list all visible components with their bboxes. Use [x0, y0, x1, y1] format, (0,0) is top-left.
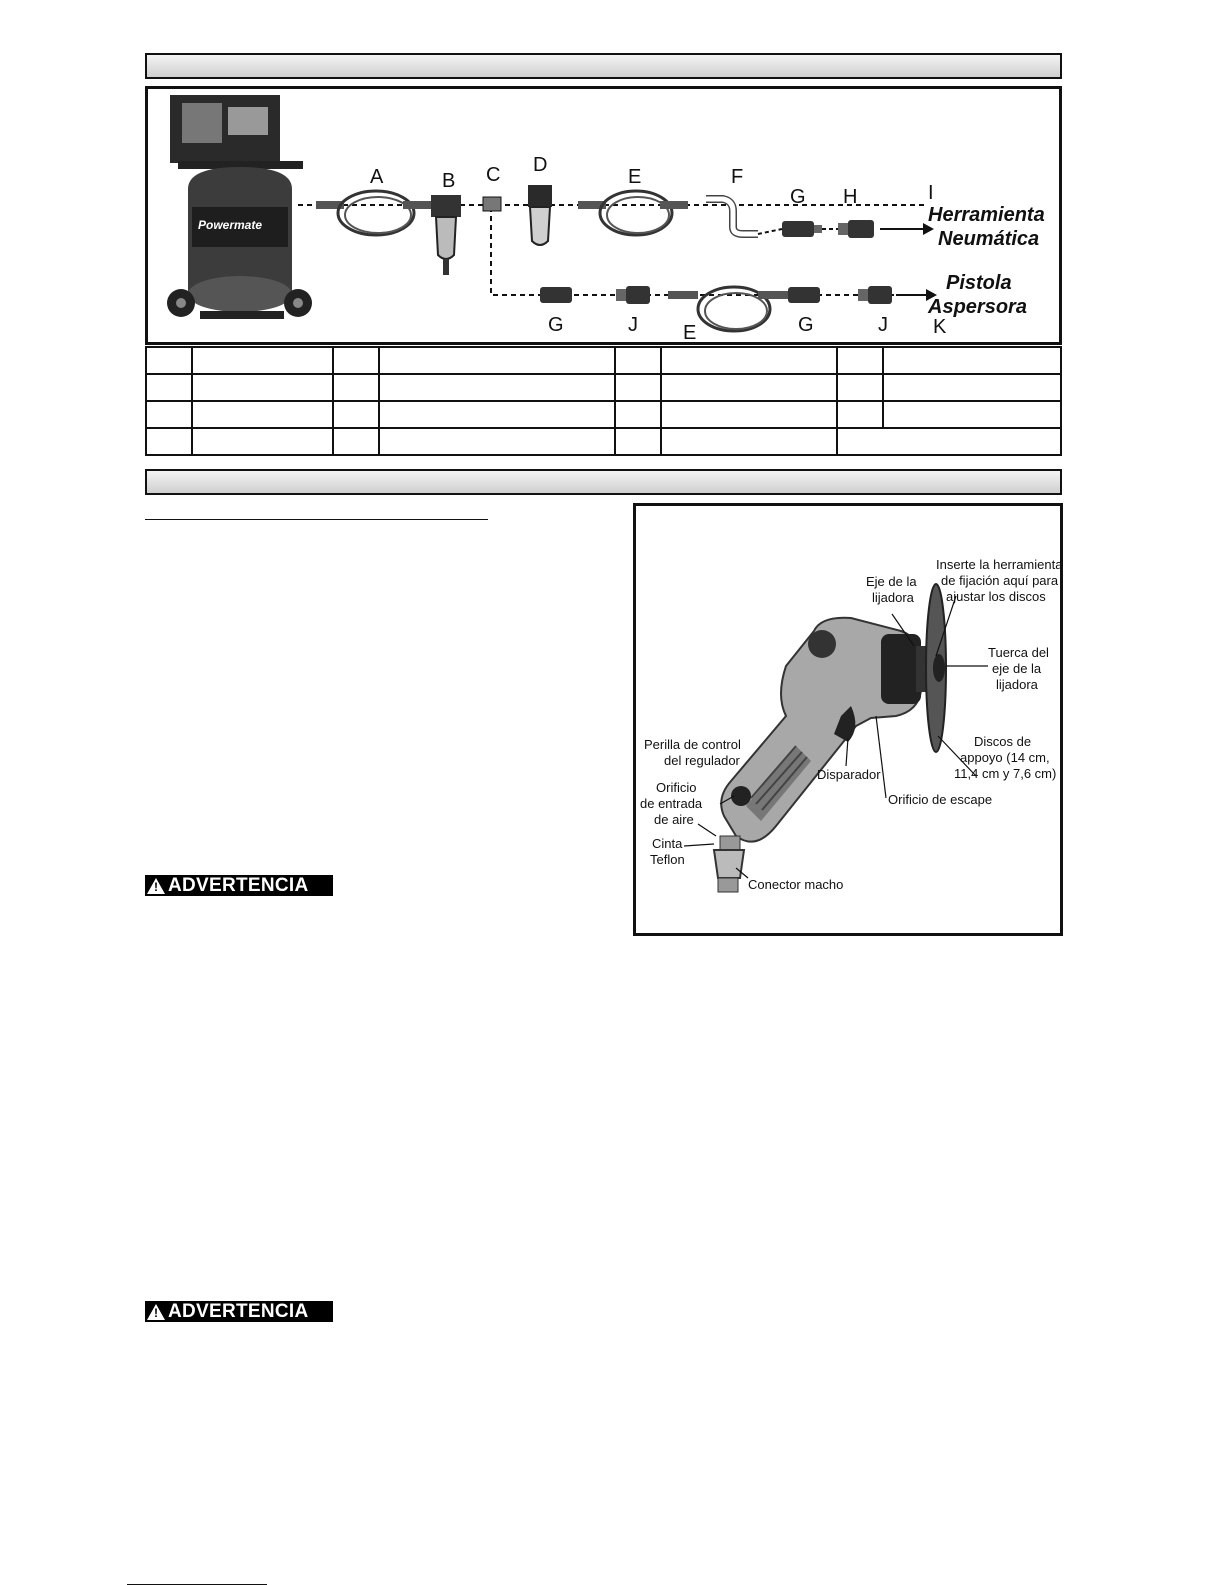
- destination-tool-line1: Herramienta: [928, 204, 1045, 226]
- callout-regulator-knob-1: Perilla de control: [644, 737, 741, 752]
- sander-illustration: [714, 584, 946, 892]
- label-j-right: J: [878, 314, 888, 336]
- air-system-diagram-svg: [148, 89, 1059, 342]
- callout-shaft-2: lijadora: [872, 590, 914, 605]
- table-cell: [379, 347, 615, 374]
- label-a: A: [370, 166, 384, 188]
- filter-b: [431, 195, 461, 275]
- callout-shaft-1: Eje de la: [866, 574, 917, 589]
- table-cell: [837, 428, 1061, 455]
- callout-shaft-nut-3: lijadora: [996, 677, 1038, 692]
- table-cell: [837, 347, 883, 374]
- air-system-diagram: [145, 86, 1062, 345]
- callout-trigger: Disparador: [817, 767, 881, 782]
- table-row: [146, 374, 1061, 401]
- parts-legend-table: [145, 346, 1062, 456]
- callout-teflon-1: Cinta: [652, 836, 683, 851]
- table-cell: [661, 374, 837, 401]
- callout-insert-tool-2: de fijación aquí para: [941, 573, 1059, 588]
- table-cell: [883, 347, 1061, 374]
- label-h: H: [843, 186, 858, 208]
- label-i: I: [928, 182, 934, 204]
- coupler-g-top: [782, 221, 822, 237]
- table-cell: [837, 374, 883, 401]
- callout-backing-pads-2: appoyo (14 cm,: [960, 750, 1050, 765]
- table-cell: [883, 374, 1061, 401]
- label-k: K: [933, 316, 947, 338]
- table-cell: [379, 428, 615, 455]
- callout-shaft-nut-1: Tuerca del: [988, 645, 1049, 660]
- table-cell: [192, 401, 333, 428]
- coupler-g-bottom-left: [540, 287, 572, 303]
- table-cell: [146, 374, 192, 401]
- plug-h: [838, 220, 874, 238]
- label-g-bottom-left: G: [548, 314, 564, 336]
- table-cell: [333, 374, 379, 401]
- subheading-underline: [145, 519, 488, 520]
- table-cell: [661, 347, 837, 374]
- warning-text-first: ADVERTENCIA: [168, 875, 309, 896]
- plug-j-right: [858, 286, 892, 304]
- table-cell: [615, 428, 661, 455]
- label-d: D: [533, 154, 548, 176]
- destination-tool-line2: Neumática: [938, 228, 1040, 250]
- table-row: [146, 401, 1061, 428]
- destination-gun-line1: Pistola: [946, 272, 1012, 294]
- table-cell: [192, 347, 333, 374]
- label-g-bottom-right: G: [798, 314, 814, 336]
- hose-e-top: [578, 191, 688, 235]
- warning-label-second: [145, 1301, 333, 1322]
- table-cell: [333, 428, 379, 455]
- table-cell: [615, 374, 661, 401]
- destination-gun-line2: Aspersora: [928, 296, 1027, 318]
- callout-insert-tool-3: ajustar los discos: [946, 589, 1046, 604]
- table-cell: [837, 401, 883, 428]
- warning-triangle-icon: !: [147, 878, 165, 894]
- plug-j-left: [616, 286, 650, 304]
- table-cell: [661, 401, 837, 428]
- table-cell: [379, 374, 615, 401]
- callout-insert-tool-1: Inserte la herramienta: [936, 557, 1060, 572]
- label-e-bottom: E: [683, 322, 697, 342]
- table-cell: [333, 401, 379, 428]
- callout-shaft-nut-2: eje de la: [992, 661, 1042, 676]
- callout-air-inlet-1: Orificio: [656, 780, 697, 795]
- table-cell: [146, 401, 192, 428]
- callout-exhaust: Orificio de escape: [888, 792, 993, 807]
- warning-label-first: [145, 875, 333, 896]
- callout-backing-pads-3: 11,4 cm y 7,6 cm): [954, 766, 1057, 781]
- table-row: [146, 428, 1061, 455]
- label-b: B: [442, 170, 456, 192]
- callout-air-inlet-2: de entrada: [640, 796, 703, 811]
- callout-teflon-2: Teflon: [650, 852, 685, 867]
- label-f: F: [731, 166, 744, 188]
- warning-triangle-icon: !: [147, 1304, 165, 1320]
- table-cell: [146, 347, 192, 374]
- section-header-bar-top: [145, 53, 1062, 79]
- table-cell: [661, 428, 837, 455]
- tee-c: [483, 197, 501, 211]
- callout-male-connector: Conector macho: [748, 877, 844, 892]
- label-c: C: [486, 164, 501, 186]
- regulator-d: [528, 185, 552, 245]
- label-j-left: J: [628, 314, 638, 336]
- table-cell: [615, 401, 661, 428]
- table-cell: [615, 347, 661, 374]
- warning-text-second: ADVERTENCIA: [168, 1301, 309, 1322]
- table-cell: [192, 374, 333, 401]
- section-header-bar-second: [145, 469, 1062, 495]
- brand-label: Powermate: [198, 218, 263, 232]
- sander-diagram: [633, 503, 1063, 936]
- callout-air-inlet-3: de aire: [654, 812, 694, 827]
- sander-diagram-svg: [636, 506, 1060, 933]
- table-cell: [192, 428, 333, 455]
- table-cell: [883, 401, 1061, 428]
- label-g-top: G: [790, 186, 806, 208]
- label-e-top: E: [628, 166, 642, 188]
- hose-a: [316, 191, 431, 235]
- table-cell: [146, 428, 192, 455]
- coupler-g-bottom-right: [788, 287, 820, 303]
- callout-regulator-knob-2: del regulador: [664, 753, 740, 768]
- compressor-illustration: [167, 95, 312, 319]
- callout-backing-pads-1: Discos de: [974, 734, 1032, 749]
- table-row: [146, 347, 1061, 374]
- table-cell: [379, 401, 615, 428]
- table-cell: [333, 347, 379, 374]
